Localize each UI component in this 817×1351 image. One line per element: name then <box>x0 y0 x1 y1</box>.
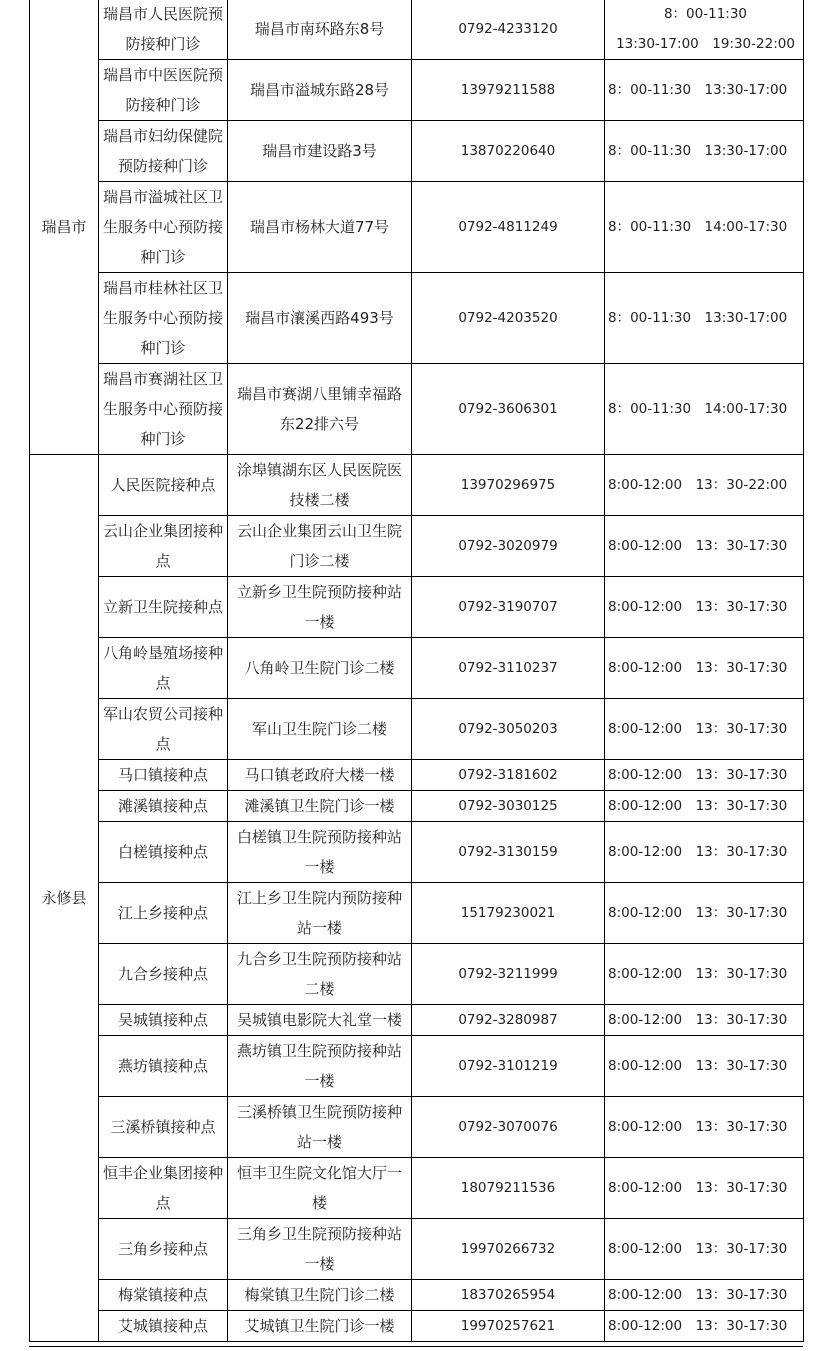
phone-cell: 13970296975 <box>412 455 605 516</box>
phone-cell: 13979211588 <box>412 60 605 121</box>
county-cell: 瑞昌市 <box>30 0 99 455</box>
address-cell: 马口镇老政府大楼一楼 <box>228 760 412 791</box>
address-cell: 涂埠镇湖东区人民医院医技楼二楼 <box>228 455 412 516</box>
table-row <box>30 1280 804 1311</box>
site-name-cell: 吴城镇接种点 <box>99 1005 228 1036</box>
address-cell: 梅棠镇卫生院门诊二楼 <box>228 1280 412 1311</box>
address-cell: 瑞昌市溢城东路28号 <box>228 60 412 121</box>
hours-line: 13:30-17:00 19:30-22:00 <box>616 36 795 52</box>
hours-cell <box>605 0 804 60</box>
address-cell: 艾城镇卫生院门诊一楼 <box>228 1311 412 1342</box>
address-cell: 三角乡卫生院预防接种站一楼 <box>228 1219 412 1280</box>
hours-cell: 8:00-12:00 13：30-17:30 <box>605 1311 804 1342</box>
site-name-cell: 瑞昌市妇幼保健院预防接种门诊 <box>99 121 228 182</box>
site-name-cell: 军山农贸公司接种点 <box>99 699 228 760</box>
table-row <box>30 182 804 273</box>
phone-cell: 19970257621 <box>412 1311 605 1342</box>
phone-cell: 0792-3050203 <box>412 699 605 760</box>
phone-cell: 0792-3130159 <box>412 822 605 883</box>
table-row <box>30 638 804 699</box>
site-name-cell: 人民医院接种点 <box>99 455 228 516</box>
hours-cell: 8:00-12:00 13：30-17:30 <box>605 944 804 1005</box>
table-row <box>30 364 804 455</box>
table-row <box>30 1219 804 1280</box>
phone-cell: 0792-4233120 <box>412 0 605 60</box>
phone-cell: 0792-3606301 <box>412 364 605 455</box>
hours-cell: 8:00-12:00 13：30-17:30 <box>605 791 804 822</box>
hours-cell: 8：00-11:30 14:00-17:30 <box>605 364 804 455</box>
table-row <box>30 822 804 883</box>
table-row <box>30 60 804 121</box>
table-row <box>30 516 804 577</box>
hours-cell: 8:00-12:00 13：30-17:30 <box>605 822 804 883</box>
address-cell: 瑞昌市建设路3号 <box>228 121 412 182</box>
phone-cell: 0792-3110237 <box>412 638 605 699</box>
hours-cell: 8：00-11:30 13:30-17:00 <box>605 273 804 364</box>
hours-cell: 8:00-12:00 13：30-17:30 <box>605 1097 804 1158</box>
table-row <box>30 577 804 638</box>
address-cell: 燕坊镇卫生院预防接种站一楼 <box>228 1036 412 1097</box>
hours-cell: 8:00-12:00 13：30-17:30 <box>605 577 804 638</box>
site-name-cell: 八角岭垦殖场接种点 <box>99 638 228 699</box>
hours-cell: 8：00-11:30 14:00-17:30 <box>605 182 804 273</box>
site-name-cell: 三溪桥镇接种点 <box>99 1097 228 1158</box>
table-row <box>30 0 804 60</box>
phone-cell: 13870220640 <box>412 121 605 182</box>
table-row <box>30 699 804 760</box>
vaccination-sites-table <box>29 0 804 1342</box>
phone-cell: 18079211536 <box>412 1158 605 1219</box>
address-cell: 瑞昌市瀼溪西路493号 <box>228 273 412 364</box>
site-name-cell: 九合乡接种点 <box>99 944 228 1005</box>
phone-cell: 0792-3211999 <box>412 944 605 1005</box>
address-cell: 八角岭卫生院门诊二楼 <box>228 638 412 699</box>
table-row <box>30 883 804 944</box>
address-cell: 云山企业集团云山卫生院门诊二楼 <box>228 516 412 577</box>
county-cell: 永修县 <box>30 455 99 1342</box>
table-row <box>30 1158 804 1219</box>
table-row <box>30 1311 804 1342</box>
address-cell: 恒丰卫生院文化馆大厅一楼 <box>228 1158 412 1219</box>
phone-cell: 15179230021 <box>412 883 605 944</box>
phone-cell: 0792-4203520 <box>412 273 605 364</box>
address-cell: 滩溪镇卫生院门诊一楼 <box>228 791 412 822</box>
address-cell: 立新乡卫生院预防接种站一楼 <box>228 577 412 638</box>
hours-cell: 8:00-12:00 13：30-17:30 <box>605 516 804 577</box>
table-row <box>30 273 804 364</box>
site-name-cell: 滩溪镇接种点 <box>99 791 228 822</box>
address-cell: 白槎镇卫生院预防接种站一楼 <box>228 822 412 883</box>
site-name-cell: 燕坊镇接种点 <box>99 1036 228 1097</box>
phone-cell: 0792-3101219 <box>412 1036 605 1097</box>
table-row <box>30 760 804 791</box>
address-cell: 军山卫生院门诊二楼 <box>228 699 412 760</box>
phone-cell: 0792-3020979 <box>412 516 605 577</box>
table-row <box>30 1005 804 1036</box>
hours-cell: 8:00-12:00 13：30-17:30 <box>605 883 804 944</box>
site-name-cell: 三角乡接种点 <box>99 1219 228 1280</box>
site-name-cell: 艾城镇接种点 <box>99 1311 228 1342</box>
table-row <box>30 791 804 822</box>
phone-cell: 0792-3070076 <box>412 1097 605 1158</box>
table-row <box>30 1097 804 1158</box>
site-name-cell: 瑞昌市人民医院预防接种门诊 <box>99 0 228 60</box>
site-name-cell: 恒丰企业集团接种点 <box>99 1158 228 1219</box>
table-row <box>30 121 804 182</box>
site-name-cell: 立新卫生院接种点 <box>99 577 228 638</box>
table-row <box>30 1036 804 1097</box>
address-cell: 江上乡卫生院内预防接种站一楼 <box>228 883 412 944</box>
hours-cell: 8:00-12:00 13：30-17:30 <box>605 699 804 760</box>
hours-cell: 8：00-11:30 13:30-17:00 <box>605 121 804 182</box>
hours-cell: 8:00-12:00 13：30-17:30 <box>605 760 804 791</box>
hours-cell: 8：00-11:30 13:30-17:00 <box>605 60 804 121</box>
phone-cell: 19970266732 <box>412 1219 605 1280</box>
table-row <box>30 944 804 1005</box>
hours-line: 8：00-11:30 <box>663 6 748 22</box>
address-cell: 瑞昌市杨林大道77号 <box>228 182 412 273</box>
table-bottom-border <box>29 1346 803 1347</box>
site-name-cell: 白槎镇接种点 <box>99 822 228 883</box>
site-name-cell: 瑞昌市溢城社区卫生服务中心预防接种门诊 <box>99 182 228 273</box>
site-name-cell: 云山企业集团接种点 <box>99 516 228 577</box>
address-cell: 三溪桥镇卫生院预防接种站一楼 <box>228 1097 412 1158</box>
hours-cell: 8:00-12:00 13：30-17:30 <box>605 1280 804 1311</box>
hours-cell: 8:00-12:00 13：30-17:30 <box>605 638 804 699</box>
hours-cell: 8:00-12:00 13：30-22:00 <box>605 455 804 516</box>
phone-cell: 0792-3190707 <box>412 577 605 638</box>
hours-cell: 8:00-12:00 13：30-17:30 <box>605 1005 804 1036</box>
site-name-cell: 瑞昌市桂林社区卫生服务中心预防接种门诊 <box>99 273 228 364</box>
phone-cell: 0792-4811249 <box>412 182 605 273</box>
hours-cell: 8:00-12:00 13：30-17:30 <box>605 1219 804 1280</box>
phone-cell: 0792-3181602 <box>412 760 605 791</box>
phone-cell: 0792-3030125 <box>412 791 605 822</box>
site-name-cell: 梅棠镇接种点 <box>99 1280 228 1311</box>
hours-cell: 8:00-12:00 13：30-17:30 <box>605 1158 804 1219</box>
site-name-cell: 瑞昌市中医医院预防接种门诊 <box>99 60 228 121</box>
address-cell: 瑞昌市赛湖八里铺幸福路东22排六号 <box>228 364 412 455</box>
address-cell: 九合乡卫生院预防接种站二楼 <box>228 944 412 1005</box>
address-cell: 吴城镇电影院大礼堂一楼 <box>228 1005 412 1036</box>
site-name-cell: 瑞昌市赛湖社区卫生服务中心预防接种门诊 <box>99 364 228 455</box>
phone-cell: 0792-3280987 <box>412 1005 605 1036</box>
table-row <box>30 455 804 516</box>
address-cell: 瑞昌市南环路东8号 <box>228 0 412 60</box>
phone-cell: 18370265954 <box>412 1280 605 1311</box>
hours-cell: 8:00-12:00 13：30-17:30 <box>605 1036 804 1097</box>
site-name-cell: 马口镇接种点 <box>99 760 228 791</box>
site-name-cell: 江上乡接种点 <box>99 883 228 944</box>
